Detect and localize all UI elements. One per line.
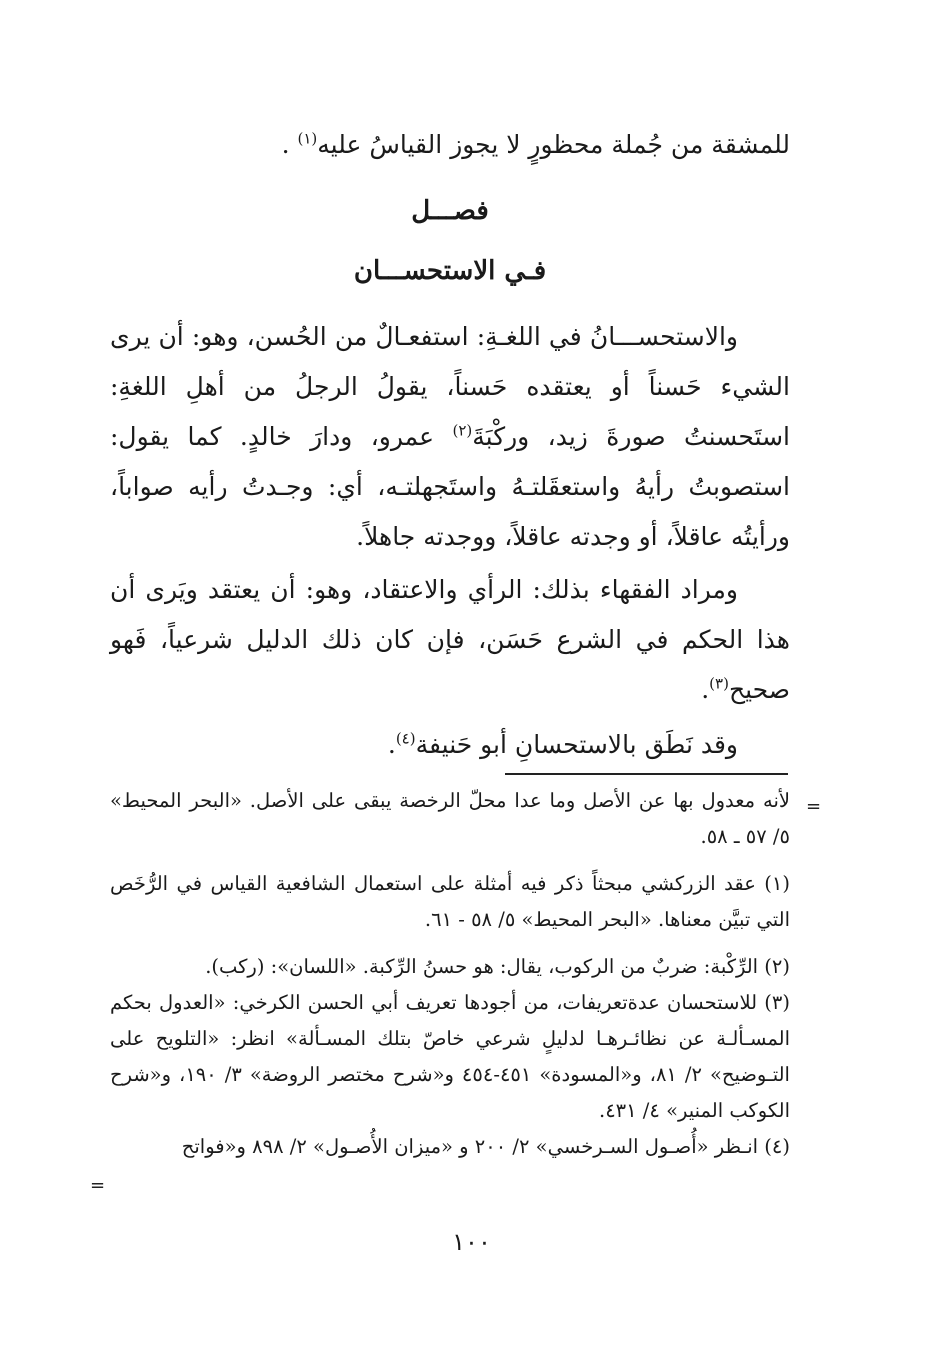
section-subheading: فـي الاستحســـان — [353, 256, 547, 286]
paragraph-linguistic-definition — [110, 312, 790, 562]
paragraph-abu-hanifa — [110, 720, 790, 770]
section-heading: فصـــل — [411, 196, 489, 226]
paragraph-text: . — [387, 730, 396, 759]
paragraph-jurists-meaning — [110, 565, 790, 715]
paragraph-text: عمرو، ودارَ خالدٍ. كما يقول: استصوبتُ رأيهُ واستعقَلتـهُ واستَجهلتـه، أي: وجـدتُ رأيه صواباً، ورأيتُه عاقلاً، أو وجدته عاقلاً، ووجدته جاهلاً. — [110, 422, 790, 551]
page-number: ١٠٠ — [452, 1228, 491, 1256]
footnote-3: (٣) للاستحسان عدةتعريفات، من أجودها تعريف أبي الحسن الكرخي: «العدول بحكم المسـألـة عن نظائـرهـا لدليلٍ شرعي خاصّ بتلك المسـألة» انظر: «التلويح على التـوضيح» ٢/ ٨١، و«المسودة» ٤٥١-٤٥٤ و«شرح مختصر الروضة» ٣/ ١٩٠، و«شرح الكوكب المنير» ٤/ ٤٣١. — [110, 991, 790, 1122]
footnote-ref-2: (٢) — [452, 421, 473, 440]
paragraph-text: وقد نَطَق بالاستحسانِ أبو حَنيفة — [415, 730, 738, 759]
footnote-1: (١) عقد الزركشي مبحثاً ذكر فيه أمثلة على استعمال الشافعية القياس في الرُّخَص التي تبيَّن معناها. «البحر المحيط» ٥/ ٥٨ - ٦١. — [110, 872, 790, 931]
paragraph-text: والاستحســـانُ في اللغـةِ: استفعـالٌ من الحُسن، وهو: أن يرى الشيء حَسناً أو يعتقده حَسناً، يقولُ الرجلُ من أهلِ اللغةِ: استَحسنتُ صورةَ زيد، وركْبَةَ — [110, 322, 791, 451]
footnote-ref-4: (٤) — [395, 729, 416, 748]
footnote-4: (٤) انـظر «أُصـول السـرخسي» ٢/ ٢٠٠ و «ميزان الأُصـول» ٢/ ٨٩٨ و«فواتح — [181, 1135, 790, 1158]
opening-text: للمشقة من جُملة محظورٍ لا يجوز القياسُ عليه — [317, 130, 790, 159]
paragraph-text: . — [701, 675, 710, 704]
paragraph-text: ومراد الفقهاء بذلك: الرأي والاعتقاد، وهو: أن يعتقد ويَرى أن هذا الحكم في الشرع حَسَن، فإن كان ذلك الدليل شرعياً، فَهو صحيح — [110, 575, 790, 704]
opening-line — [110, 122, 790, 168]
footnote-separator — [505, 773, 788, 775]
footnote-2: (٢) الرِّكْبة: ضربٌ من الركوب، يقال: هو حسنُ الرِّكبة. «اللسان»: (ركب). — [205, 955, 790, 978]
footnote-ref-1: (١) — [297, 129, 318, 148]
continuation-mark-top: = — [806, 796, 822, 817]
footnotes — [110, 783, 790, 1165]
footnote-continued: لأنه معدول بها عن الأصل وما عدا محلّ الرخصة يبقى على الأصل. «البحر المحيط» ٥/ ٥٧ ـ ٥٨. — [110, 789, 790, 848]
opening-end: . — [281, 130, 298, 159]
footnote-ref-3: (٣) — [709, 674, 729, 693]
continuation-mark-bottom: = — [90, 1175, 106, 1196]
